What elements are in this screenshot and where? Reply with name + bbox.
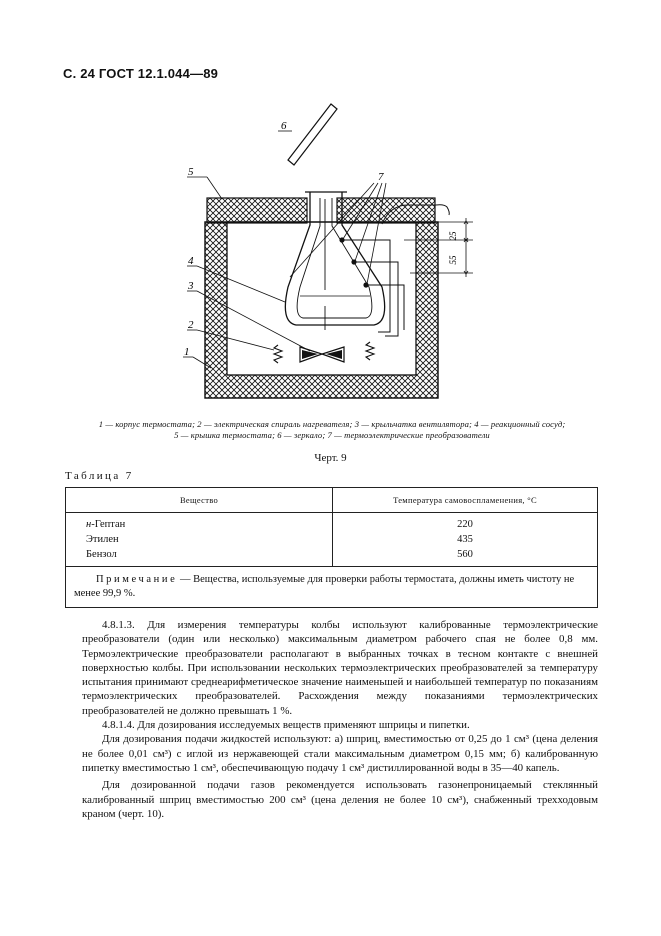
temp-ethylene: 435 [457, 534, 473, 545]
temp-benzene: 560 [457, 549, 473, 560]
temp-heptane: 220 [457, 519, 473, 530]
heater-coil-left [274, 345, 282, 363]
page-header: С. 24 ГОСТ 12.1.044—89 [63, 66, 219, 81]
thermostat-body [205, 222, 438, 398]
heater-coil-right [366, 342, 374, 360]
paragraph-liquids: Для дозирования подачи жидкостей используют: а) шприц, вместимостью от 0,25 до 1 см³ (цена деления не более 0,01 см³) с иглой из нержавеющей стали максимальным диаметром 0,15 мм; б) калиброванную пипетку вместимостью 1 см³, обеспечивающую подачу 1 см³ дистиллированной воды в 35—40 капель. [82, 733, 598, 774]
label-6: 6 [281, 120, 287, 132]
paragraph-gases: Для дозированной подачи газов рекомендуется использовать газонепроницаемый стеклянный калиброванный шприц вместимостью 200 см³ (цена деления не более 10 см³), снабженный трехходовым краном (черт. 10). [82, 779, 598, 820]
table-row [66, 513, 598, 567]
substances-table [65, 487, 598, 608]
header-substance: Вещество [66, 488, 333, 513]
table-title: Таблица 7 [65, 470, 134, 482]
note-label: Примечание [96, 574, 178, 585]
substance-heptane: н-Гептан [86, 519, 126, 530]
paragraph-4-8-1-4: 4.8.1.4. Для дозирования исследуемых веществ применяют шприцы и пипетки. [102, 719, 470, 732]
dim-55: 55 [448, 255, 458, 265]
label-2: 2 [188, 319, 194, 331]
table-note-row [66, 567, 598, 608]
label-7: 7 [378, 171, 384, 183]
table-note [66, 567, 598, 608]
thermostat-lid [207, 198, 307, 223]
substance-ethylene: Этилен [86, 534, 119, 545]
substance-cell [66, 513, 333, 567]
label-3: 3 [188, 280, 194, 292]
mirror [288, 104, 337, 165]
caption-line-2: 5 — крышка термостата; 6 — зеркало; 7 — термоэлектрические преобразователи [174, 430, 490, 440]
body-text [82, 618, 598, 821]
substance-benzene: Бензол [86, 549, 117, 560]
figure-title: Черт. 9 [314, 452, 347, 464]
header-temperature: Температура самовоспламенения, °С [333, 488, 598, 513]
figure-caption [62, 419, 602, 441]
caption-line-1: 1 — корпус термостата; 2 — электрическая спираль нагревателя; 3 — крыльчатка вентилятора; 4 — реакционный сосуд; [98, 419, 566, 429]
temperature-cell [333, 513, 598, 567]
paragraph-4-8-1-3: 4.8.1.3. Для измерения температуры колбы используют калиброванные термоэлектрические преобразователи (один или несколько) максимальным диаметром рабочего спая не более 0,8 мм. Термоэлектрические преобразователи располагают в выбранных точках в тесном контакте с внешней поверхностью колбы. При использовании нескольких термоэлектрических преобразователей за температуру испытания принимают среднеарифметическое значение наименьшей и наибольшей температур по показаниям термоэлектрических преобразователей. Расхождения между показаниями термоэлектрических преобразователей не должно превышать 1 %. [82, 619, 598, 717]
thermostat-diagram [0, 0, 661, 420]
label-4: 4 [188, 255, 194, 267]
label-1: 1 [184, 346, 190, 358]
table-header-row [66, 488, 598, 513]
note-text: — Вещества, используемые для проверки работы термостата, должны иметь чистоту не менее 99,9 %. [74, 574, 575, 599]
label-5: 5 [188, 166, 194, 178]
dim-25: 25 [448, 231, 458, 241]
